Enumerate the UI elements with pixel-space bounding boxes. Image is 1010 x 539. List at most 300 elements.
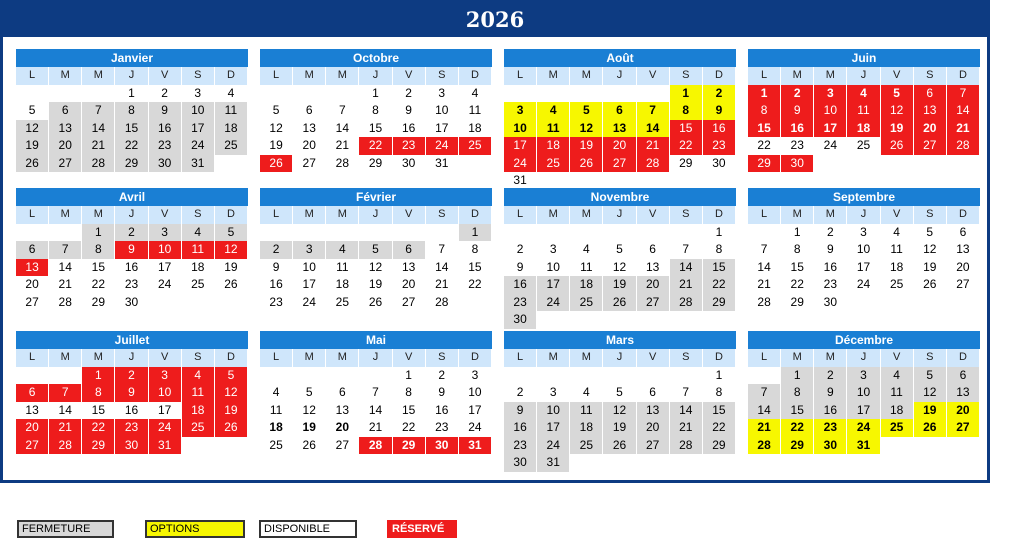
day-cell[interactable]: 9 — [149, 102, 181, 120]
day-cell[interactable]: 15 — [670, 120, 702, 138]
day-cell[interactable]: 2 — [115, 224, 147, 242]
day-cell[interactable]: 26 — [224, 277, 238, 291]
day-cell[interactable]: 10 — [537, 402, 569, 420]
day-cell[interactable]: 29 — [393, 437, 425, 455]
day-cell[interactable]: 26 — [881, 137, 913, 155]
day-cell[interactable]: 14 — [637, 120, 669, 138]
day-cell[interactable]: 29 — [679, 155, 693, 170]
day-cell[interactable]: 10 — [435, 103, 449, 117]
day-cell[interactable]: 3 — [293, 241, 325, 259]
day-cell[interactable]: 28 — [947, 137, 979, 155]
day-cell[interactable]: 26 — [368, 294, 383, 309]
day-cell[interactable]: 10 — [856, 242, 871, 256]
day-cell[interactable]: 2 — [781, 85, 813, 103]
day-cell[interactable]: 16 — [124, 259, 139, 274]
day-cell[interactable]: 26 — [302, 437, 316, 452]
day-cell[interactable]: 12 — [215, 384, 247, 402]
day-cell[interactable]: 28 — [435, 294, 449, 309]
day-cell[interactable]: 24 — [468, 420, 482, 434]
day-cell[interactable]: 10 — [468, 385, 482, 399]
day-cell[interactable]: 3 — [814, 85, 846, 103]
day-cell[interactable]: 23 — [814, 419, 846, 437]
day-cell[interactable]: 5 — [570, 102, 602, 120]
day-cell[interactable]: 10 — [847, 384, 879, 402]
day-cell[interactable]: 26 — [923, 277, 937, 291]
day-cell[interactable]: 11 — [215, 102, 247, 120]
day-cell[interactable]: 29 — [115, 155, 147, 173]
day-cell[interactable]: 6 — [649, 242, 656, 256]
day-cell[interactable]: 15 — [781, 402, 813, 420]
day-cell[interactable]: 16 — [504, 419, 536, 437]
day-cell[interactable]: 5 — [215, 224, 247, 242]
day-cell[interactable]: 11 — [537, 120, 569, 138]
day-cell[interactable]: 23 — [269, 294, 283, 309]
day-cell[interactable]: 25 — [570, 294, 602, 312]
day-cell[interactable]: 4 — [537, 102, 569, 120]
day-cell[interactable]: 10 — [149, 241, 181, 259]
day-cell[interactable]: 15 — [468, 259, 482, 274]
day-cell[interactable]: 9 — [516, 259, 524, 274]
day-cell[interactable]: 5 — [926, 224, 934, 239]
day-cell[interactable]: 24 — [157, 277, 172, 291]
day-cell[interactable]: 22 — [82, 419, 114, 437]
day-cell[interactable]: 17 — [537, 276, 569, 294]
day-cell[interactable]: 17 — [302, 277, 316, 291]
day-cell[interactable]: 17 — [435, 120, 449, 135]
day-cell[interactable]: 6 — [339, 385, 346, 399]
day-cell[interactable]: 19 — [923, 259, 937, 274]
day-cell[interactable]: 6 — [649, 385, 656, 399]
day-cell[interactable]: 13 — [401, 259, 416, 274]
day-cell[interactable]: 18 — [182, 402, 214, 420]
day-cell[interactable]: 20 — [302, 138, 316, 152]
day-cell[interactable]: 24 — [504, 155, 536, 173]
day-cell[interactable]: 15 — [748, 120, 780, 138]
day-cell[interactable]: 16 — [703, 120, 735, 138]
day-cell[interactable]: 25 — [570, 437, 602, 455]
day-cell[interactable]: 7 — [947, 85, 979, 103]
day-cell[interactable]: 25 — [537, 155, 569, 173]
day-cell[interactable]: 16 — [149, 120, 181, 138]
day-cell[interactable]: 29 — [703, 437, 735, 455]
day-cell[interactable]: 7 — [339, 103, 346, 117]
day-cell[interactable]: 22 — [670, 137, 702, 155]
day-cell[interactable]: 11 — [570, 402, 602, 420]
day-cell[interactable]: 18 — [269, 420, 283, 434]
day-cell[interactable]: 27 — [603, 155, 635, 173]
day-cell[interactable]: 1 — [459, 224, 491, 242]
day-cell[interactable]: 3 — [471, 367, 479, 382]
day-cell[interactable]: 29 — [368, 155, 383, 170]
day-cell[interactable]: 9 — [781, 102, 813, 120]
day-cell[interactable]: 13 — [956, 242, 970, 256]
day-cell[interactable]: 19 — [570, 137, 602, 155]
day-cell[interactable]: 18 — [191, 259, 205, 274]
day-cell[interactable]: 19 — [914, 402, 946, 420]
day-cell[interactable]: 18 — [570, 276, 602, 294]
day-cell[interactable]: 28 — [670, 294, 702, 312]
day-cell[interactable]: 24 — [537, 294, 569, 312]
day-cell[interactable]: 22 — [781, 419, 813, 437]
day-cell[interactable]: 1 — [793, 224, 801, 239]
day-cell[interactable]: 19 — [269, 138, 283, 152]
day-cell[interactable]: 25 — [881, 419, 913, 437]
day-cell[interactable]: 21 — [757, 277, 771, 291]
day-cell[interactable]: 27 — [637, 294, 669, 312]
day-cell[interactable]: 30 — [781, 155, 813, 173]
day-cell[interactable]: 21 — [670, 419, 702, 437]
day-cell[interactable]: 19 — [224, 259, 238, 274]
day-cell[interactable]: 27 — [956, 277, 970, 291]
day-cell[interactable]: 2 — [516, 385, 524, 399]
day-cell[interactable]: 23 — [435, 420, 449, 434]
day-cell[interactable]: 17 — [157, 402, 172, 417]
day-cell[interactable]: 20 — [914, 120, 946, 138]
day-cell[interactable]: 17 — [182, 120, 214, 138]
day-cell[interactable]: 2 — [115, 367, 147, 385]
day-cell[interactable]: 17 — [537, 419, 569, 437]
day-cell[interactable]: 28 — [359, 437, 391, 455]
day-cell[interactable]: 14 — [82, 120, 114, 138]
day-cell[interactable]: 4 — [847, 85, 879, 103]
day-cell[interactable]: 24 — [856, 277, 871, 291]
day-cell[interactable]: 16 — [781, 120, 813, 138]
day-cell[interactable]: 8 — [82, 384, 114, 402]
day-cell[interactable]: 11 — [881, 384, 913, 402]
day-cell[interactable]: 22 — [359, 137, 391, 155]
day-cell[interactable]: 26 — [603, 294, 635, 312]
day-cell[interactable]: 25 — [191, 277, 205, 291]
day-cell[interactable]: 20 — [947, 402, 979, 420]
day-cell[interactable]: 21 — [335, 138, 350, 152]
day-cell[interactable]: 8 — [715, 242, 723, 256]
day-cell[interactable]: 6 — [16, 241, 48, 259]
day-cell[interactable]: 7 — [682, 242, 690, 256]
day-cell[interactable]: 9 — [438, 385, 446, 399]
day-cell[interactable]: 7 — [438, 242, 446, 256]
day-cell[interactable]: 8 — [748, 102, 780, 120]
day-cell[interactable]: 7 — [49, 241, 81, 259]
day-cell[interactable]: 15 — [703, 259, 735, 277]
day-cell[interactable]: 11 — [182, 241, 214, 259]
day-cell[interactable]: 5 — [616, 385, 623, 399]
day-cell[interactable]: 17 — [157, 259, 172, 274]
day-cell[interactable]: 27 — [49, 155, 81, 173]
day-cell[interactable]: 27 — [302, 155, 316, 170]
day-cell[interactable]: 15 — [115, 120, 147, 138]
day-cell[interactable]: 11 — [269, 402, 283, 417]
day-cell[interactable]: 21 — [748, 419, 780, 437]
day-cell[interactable]: 10 — [182, 102, 214, 120]
day-cell[interactable]: 13 — [947, 384, 979, 402]
day-cell[interactable]: 5 — [272, 103, 280, 117]
day-cell[interactable]: 19 — [302, 420, 316, 434]
day-cell[interactable]: 28 — [637, 155, 669, 173]
day-cell[interactable]: 4 — [182, 224, 214, 242]
day-cell[interactable]: 15 — [790, 259, 804, 274]
day-cell[interactable]: 15 — [401, 402, 416, 417]
day-cell[interactable]: 29 — [91, 294, 106, 309]
day-cell[interactable]: 30 — [401, 155, 416, 170]
day-cell[interactable]: 18 — [889, 259, 904, 274]
day-cell[interactable]: 21 — [670, 276, 702, 294]
day-cell[interactable]: 5 — [305, 385, 313, 399]
day-cell[interactable]: 3 — [149, 224, 181, 242]
day-cell[interactable]: 5 — [359, 241, 391, 259]
day-cell[interactable]: 7 — [748, 384, 780, 402]
day-cell[interactable]: 18 — [335, 277, 350, 291]
day-cell[interactable]: 20 — [401, 277, 416, 291]
day-cell[interactable]: 9 — [703, 102, 735, 120]
day-cell[interactable]: 8 — [115, 102, 147, 120]
day-cell[interactable]: 18 — [847, 120, 879, 138]
day-cell[interactable]: 5 — [215, 367, 247, 385]
day-cell[interactable]: 11 — [580, 259, 593, 274]
day-cell[interactable]: 4 — [881, 367, 913, 385]
day-cell[interactable]: 29 — [703, 294, 735, 312]
day-cell[interactable]: 17 — [856, 259, 871, 274]
day-cell[interactable]: 19 — [603, 419, 635, 437]
day-cell[interactable]: 10 — [149, 384, 181, 402]
day-cell[interactable]: 6 — [393, 241, 425, 259]
day-cell[interactable]: 31 — [513, 173, 527, 187]
day-cell[interactable]: 2 — [827, 224, 834, 239]
day-cell[interactable]: 23 — [124, 277, 139, 291]
day-cell[interactable]: 9 — [115, 384, 147, 402]
day-cell[interactable]: 27 — [947, 419, 979, 437]
day-cell[interactable]: 12 — [923, 242, 937, 256]
day-cell[interactable]: 10 — [504, 120, 536, 138]
day-cell[interactable]: 24 — [302, 294, 316, 309]
day-cell[interactable]: 10 — [814, 102, 846, 120]
day-cell[interactable]: 1 — [82, 367, 114, 385]
day-cell[interactable]: 13 — [25, 402, 39, 417]
day-cell[interactable]: 22 — [115, 137, 147, 155]
day-cell[interactable]: 23 — [823, 277, 838, 291]
day-cell[interactable]: 9 — [814, 384, 846, 402]
day-cell[interactable]: 24 — [823, 138, 838, 152]
day-cell[interactable]: 14 — [947, 102, 979, 120]
day-cell[interactable]: 24 — [537, 437, 569, 455]
day-cell[interactable]: 31 — [435, 155, 449, 170]
day-cell[interactable]: 18 — [468, 120, 482, 135]
day-cell[interactable]: 30 — [823, 294, 838, 309]
day-cell[interactable]: 26 — [16, 155, 48, 173]
day-cell[interactable]: 14 — [670, 259, 702, 277]
day-cell[interactable]: 22 — [401, 420, 416, 434]
day-cell[interactable]: 13 — [16, 259, 48, 277]
day-cell[interactable]: 11 — [182, 384, 214, 402]
day-cell[interactable]: 28 — [757, 294, 771, 309]
day-cell[interactable]: 15 — [91, 402, 106, 417]
day-cell[interactable]: 5 — [28, 103, 36, 117]
day-cell[interactable]: 29 — [82, 437, 114, 455]
day-cell[interactable]: 19 — [881, 120, 913, 138]
day-cell[interactable]: 7 — [49, 384, 81, 402]
day-cell[interactable]: 25 — [215, 137, 247, 155]
day-cell[interactable]: 16 — [124, 402, 139, 417]
day-cell[interactable]: 30 — [149, 155, 181, 173]
day-cell[interactable]: 6 — [305, 103, 313, 117]
day-cell[interactable]: 14 — [748, 402, 780, 420]
day-cell[interactable]: 4 — [227, 85, 235, 100]
day-cell[interactable]: 10 — [546, 259, 560, 274]
day-cell[interactable]: 20 — [25, 277, 39, 291]
day-cell[interactable]: 21 — [58, 277, 72, 291]
day-cell[interactable]: 12 — [269, 120, 283, 135]
day-cell[interactable]: 26 — [260, 155, 292, 173]
day-cell[interactable]: 14 — [670, 402, 702, 420]
day-cell[interactable]: 6 — [49, 102, 81, 120]
day-cell[interactable]: 28 — [748, 437, 780, 455]
day-cell[interactable]: 7 — [637, 102, 669, 120]
day-cell[interactable]: 22 — [790, 277, 804, 291]
day-cell[interactable]: 23 — [115, 419, 147, 437]
day-cell[interactable]: 1 — [82, 224, 114, 242]
day-cell[interactable]: 9 — [827, 242, 834, 256]
day-cell[interactable]: 24 — [847, 419, 879, 437]
day-cell[interactable]: 16 — [401, 120, 416, 135]
day-cell[interactable]: 2 — [161, 85, 168, 100]
day-cell[interactable]: 20 — [637, 419, 669, 437]
day-cell[interactable]: 3 — [549, 242, 557, 256]
day-cell[interactable]: 3 — [194, 85, 202, 100]
day-cell[interactable]: 19 — [368, 277, 383, 291]
day-cell[interactable]: 21 — [637, 137, 669, 155]
day-cell[interactable]: 27 — [401, 294, 416, 309]
day-cell[interactable]: 6 — [603, 102, 635, 120]
day-cell[interactable]: 12 — [612, 259, 627, 274]
day-cell[interactable]: 2 — [516, 242, 524, 256]
day-cell[interactable]: 19 — [16, 137, 48, 155]
day-cell[interactable]: 14 — [335, 120, 350, 135]
day-cell[interactable]: 19 — [215, 402, 247, 420]
day-cell[interactable]: 2 — [405, 85, 412, 100]
day-cell[interactable]: 13 — [335, 402, 350, 417]
day-cell[interactable]: 11 — [890, 242, 903, 256]
day-cell[interactable]: 4 — [471, 85, 479, 100]
day-cell[interactable]: 4 — [326, 241, 358, 259]
day-cell[interactable]: 31 — [537, 454, 569, 472]
day-cell[interactable]: 22 — [468, 277, 482, 291]
day-cell[interactable]: 20 — [49, 137, 81, 155]
day-cell[interactable]: 13 — [637, 402, 669, 420]
day-cell[interactable]: 28 — [58, 294, 72, 309]
day-cell[interactable]: 8 — [82, 241, 114, 259]
day-cell[interactable]: 21 — [82, 137, 114, 155]
day-cell[interactable]: 20 — [16, 419, 48, 437]
day-cell[interactable]: 11 — [468, 103, 482, 117]
day-cell[interactable]: 18 — [537, 137, 569, 155]
day-cell[interactable]: 26 — [215, 419, 247, 437]
day-cell[interactable]: 12 — [16, 120, 48, 138]
day-cell[interactable]: 8 — [405, 385, 412, 399]
day-cell[interactable]: 8 — [793, 242, 801, 256]
day-cell[interactable]: 26 — [570, 155, 602, 173]
day-cell[interactable]: 4 — [583, 242, 590, 256]
day-cell[interactable]: 12 — [603, 402, 635, 420]
day-cell[interactable]: 1 — [715, 224, 723, 239]
day-cell[interactable]: 3 — [438, 85, 446, 100]
day-cell[interactable]: 6 — [914, 85, 946, 103]
day-cell[interactable]: 14 — [368, 402, 383, 417]
day-cell[interactable]: 15 — [703, 402, 735, 420]
day-cell[interactable]: 5 — [881, 85, 913, 103]
day-cell[interactable]: 8 — [670, 102, 702, 120]
day-cell[interactable]: 1 — [128, 85, 135, 100]
day-cell[interactable]: 5 — [914, 367, 946, 385]
day-cell[interactable]: 1 — [670, 85, 702, 103]
day-cell[interactable]: 28 — [670, 437, 702, 455]
day-cell[interactable]: 14 — [435, 259, 449, 274]
day-cell[interactable]: 11 — [847, 102, 879, 120]
day-cell[interactable]: 31 — [182, 155, 214, 173]
day-cell[interactable]: 3 — [149, 367, 181, 385]
day-cell[interactable]: 17 — [504, 137, 536, 155]
day-cell[interactable]: 24 — [149, 419, 181, 437]
day-cell[interactable]: 4 — [182, 367, 214, 385]
day-cell[interactable]: 24 — [426, 137, 458, 155]
day-cell[interactable]: 30 — [124, 294, 139, 309]
day-cell[interactable]: 20 — [603, 137, 635, 155]
day-cell[interactable]: 16 — [435, 402, 449, 417]
day-cell[interactable]: 25 — [889, 277, 904, 291]
day-cell[interactable]: 16 — [823, 259, 838, 274]
day-cell[interactable]: 15 — [91, 259, 106, 274]
day-cell[interactable]: 3 — [504, 102, 536, 120]
day-cell[interactable]: 8 — [715, 385, 723, 399]
day-cell[interactable]: 25 — [182, 419, 214, 437]
day-cell[interactable]: 18 — [570, 419, 602, 437]
day-cell[interactable]: 30 — [426, 437, 458, 455]
day-cell[interactable]: 4 — [893, 224, 900, 239]
day-cell[interactable]: 31 — [459, 437, 491, 455]
day-cell[interactable]: 27 — [335, 437, 350, 452]
day-cell[interactable]: 21 — [49, 419, 81, 437]
day-cell[interactable]: 9 — [504, 402, 536, 420]
day-cell[interactable]: 25 — [459, 137, 491, 155]
day-cell[interactable]: 9 — [405, 103, 412, 117]
day-cell[interactable]: 23 — [393, 137, 425, 155]
day-cell[interactable]: 19 — [603, 276, 635, 294]
day-cell[interactable]: 12 — [570, 120, 602, 138]
day-cell[interactable]: 27 — [637, 437, 669, 455]
day-cell[interactable]: 16 — [814, 402, 846, 420]
day-cell[interactable]: 29 — [790, 294, 804, 309]
day-cell[interactable]: 31 — [847, 437, 879, 455]
day-cell[interactable]: 27 — [25, 294, 39, 309]
day-cell[interactable]: 27 — [914, 137, 946, 155]
day-cell[interactable]: 30 — [115, 437, 147, 455]
day-cell[interactable]: 6 — [947, 367, 979, 385]
day-cell[interactable]: 7 — [82, 102, 114, 120]
day-cell[interactable]: 16 — [504, 276, 536, 294]
day-cell[interactable]: 25 — [335, 294, 350, 309]
day-cell[interactable]: 21 — [435, 277, 449, 291]
day-cell[interactable]: 1 — [372, 85, 379, 100]
day-cell[interactable]: 30 — [504, 454, 536, 472]
day-cell[interactable]: 2 — [703, 85, 735, 103]
day-cell[interactable]: 3 — [847, 367, 879, 385]
day-cell[interactable]: 28 — [82, 155, 114, 173]
day-cell[interactable]: 18 — [215, 120, 247, 138]
day-cell[interactable]: 11 — [336, 259, 349, 274]
day-cell[interactable]: 24 — [182, 137, 214, 155]
day-cell[interactable]: 20 — [637, 276, 669, 294]
day-cell[interactable]: 18 — [881, 402, 913, 420]
day-cell[interactable]: 30 — [712, 155, 726, 170]
day-cell[interactable]: 20 — [956, 259, 970, 274]
